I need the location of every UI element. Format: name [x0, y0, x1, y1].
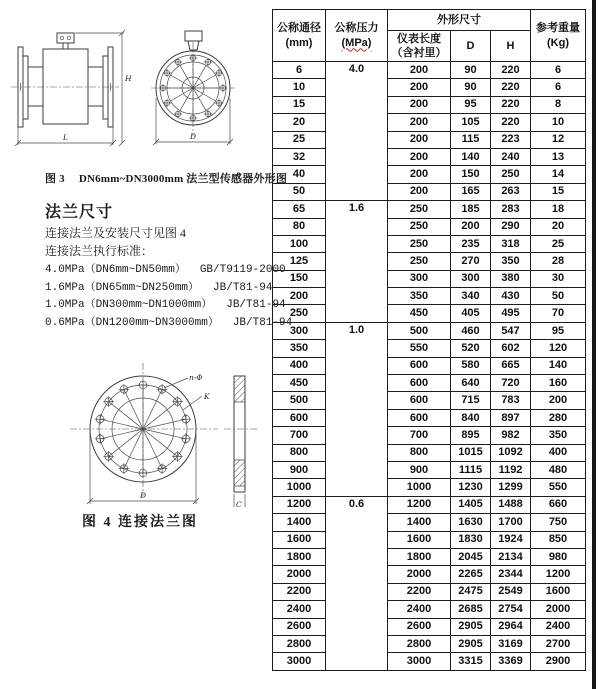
- table-row: [273, 496, 586, 513]
- cell-d: 300: [451, 270, 491, 287]
- cell-h: 1299: [491, 479, 531, 496]
- cell-weight: 50: [531, 288, 586, 305]
- cell-weight: 120: [531, 340, 586, 357]
- cell-h: 2344: [491, 566, 531, 583]
- table-row: [273, 635, 586, 652]
- col-header-length-line2: （含衬里）: [391, 47, 447, 59]
- table-row: [273, 427, 586, 444]
- cell-weight: 95: [531, 322, 586, 339]
- cell-weight: 70: [531, 305, 586, 322]
- table-row: [273, 235, 586, 252]
- cell-meter-length: 2000: [388, 566, 451, 583]
- cell-weight: 6: [531, 62, 586, 79]
- cell-h: 220: [491, 62, 531, 79]
- dim-label-d: D: [140, 491, 147, 500]
- table-row: [273, 566, 586, 583]
- figure3-caption: [45, 170, 287, 186]
- cell-weight: 14: [531, 166, 586, 183]
- cell-h: 1488: [491, 496, 531, 513]
- cell-meter-length: 250: [388, 235, 451, 252]
- figure3-sensor-outline-drawing: [5, 24, 267, 168]
- cell-h: 240: [491, 148, 531, 165]
- cell-h: 220: [491, 79, 531, 96]
- table-row: [273, 148, 586, 165]
- col-header-meter-length: [388, 31, 451, 62]
- cell-h: 318: [491, 235, 531, 252]
- cell-meter-length: 200: [388, 114, 451, 131]
- table-body: [273, 62, 586, 671]
- table-row: [273, 201, 586, 218]
- cell-meter-length: 200: [388, 79, 451, 96]
- cell-nominal-pressure: 1.0: [326, 322, 388, 496]
- cell-h: 2964: [491, 618, 531, 635]
- cell-nominal-diameter: 500: [273, 392, 326, 409]
- cell-meter-length: 1200: [388, 496, 451, 513]
- figure3-front-view: [151, 31, 235, 145]
- col-header-diameter-label: 公称通径: [277, 22, 321, 35]
- cell-weight: 2400: [531, 618, 586, 635]
- table-row: [273, 62, 586, 79]
- cell-nominal-diameter: 50: [273, 183, 326, 200]
- cell-meter-length: 2400: [388, 601, 451, 618]
- cell-weight: 480: [531, 461, 586, 478]
- cell-nominal-diameter: 125: [273, 253, 326, 270]
- cell-nominal-diameter: 25: [273, 131, 326, 148]
- standard-range: 1.0MPa（DN300mm~DN1000mm）: [45, 299, 213, 311]
- col-header-pressure-label: 公称压力: [334, 22, 379, 35]
- cell-h: 1092: [491, 444, 531, 461]
- cell-nominal-diameter: 1600: [273, 531, 326, 548]
- cell-d: 185: [451, 201, 491, 218]
- cell-h: 220: [491, 114, 531, 131]
- cell-d: 1015: [451, 444, 491, 461]
- cell-weight: 1600: [531, 583, 586, 600]
- cell-nominal-diameter: 40: [273, 166, 326, 183]
- cell-d: 640: [451, 375, 491, 392]
- cell-h: 2549: [491, 583, 531, 600]
- cell-h: 982: [491, 427, 531, 444]
- cell-h: 720: [491, 375, 531, 392]
- cell-meter-length: 350: [388, 288, 451, 305]
- cell-weight: 28: [531, 253, 586, 270]
- cell-d: 150: [451, 166, 491, 183]
- cell-meter-length: 200: [388, 166, 451, 183]
- cell-weight: 20: [531, 218, 586, 235]
- figure3-caption-number: 图 3: [45, 173, 65, 185]
- cell-weight: 200: [531, 392, 586, 409]
- standard-code: GB/T9119-2000: [199, 264, 286, 276]
- label-n-phi: n-Φ: [189, 373, 203, 382]
- cell-weight: 10: [531, 114, 586, 131]
- cell-d: 2685: [451, 601, 491, 618]
- standard-range: 4.0MPa（DN6mm~DN50mm）: [45, 264, 186, 276]
- flange-standard-item: [45, 260, 286, 276]
- cell-weight: 550: [531, 479, 586, 496]
- cell-meter-length: 700: [388, 427, 451, 444]
- cell-meter-length: 500: [388, 322, 451, 339]
- table-row: [273, 96, 586, 113]
- cell-h: 1192: [491, 461, 531, 478]
- cell-nominal-diameter: 150: [273, 270, 326, 287]
- cell-meter-length: 200: [388, 148, 451, 165]
- cell-nominal-diameter: 1000: [273, 479, 326, 496]
- cell-meter-length: 200: [388, 62, 451, 79]
- cell-nominal-diameter: 2200: [273, 583, 326, 600]
- dim-label-h: H: [125, 74, 132, 83]
- figure4-connection-flange-drawing: [50, 357, 265, 512]
- table-row: [273, 375, 586, 392]
- junction-box-front: [185, 31, 202, 50]
- cell-nominal-diameter: 100: [273, 235, 326, 252]
- cell-weight: 1200: [531, 566, 586, 583]
- cell-h: 2134: [491, 548, 531, 565]
- cell-weight: 160: [531, 375, 586, 392]
- cell-nominal-diameter: 3000: [273, 653, 326, 670]
- cell-meter-length: 450: [388, 305, 451, 322]
- cell-weight: 2700: [531, 635, 586, 652]
- cell-h: 250: [491, 166, 531, 183]
- cell-d: 95: [451, 96, 491, 113]
- cell-nominal-diameter: 15: [273, 96, 326, 113]
- cell-h: 665: [491, 357, 531, 374]
- cell-nominal-diameter: 300: [273, 322, 326, 339]
- cell-nominal-diameter: 6: [273, 62, 326, 79]
- cell-h: 290: [491, 218, 531, 235]
- table-row: [273, 548, 586, 565]
- cell-d: 1830: [451, 531, 491, 548]
- figure4-side-section: [224, 376, 258, 507]
- page-edge-line: [592, 0, 596, 689]
- cell-d: 405: [451, 305, 491, 322]
- table-row: [273, 114, 586, 131]
- col-header-weight: [531, 10, 586, 62]
- cell-d: 270: [451, 253, 491, 270]
- cell-d: 90: [451, 62, 491, 79]
- cell-weight: 750: [531, 514, 586, 531]
- col-header-length-line1: 仪表长度: [397, 32, 441, 45]
- cell-nominal-diameter: 350: [273, 340, 326, 357]
- flange-standard-item: [45, 278, 272, 294]
- table-row: [273, 131, 586, 148]
- cell-weight: 850: [531, 531, 586, 548]
- cell-nominal-diameter: 400: [273, 357, 326, 374]
- cell-weight: 2900: [531, 653, 586, 670]
- cell-weight: 30: [531, 270, 586, 287]
- cell-meter-length: 1600: [388, 531, 451, 548]
- cell-nominal-diameter: 2000: [273, 566, 326, 583]
- cell-h: 1924: [491, 531, 531, 548]
- dim-label-l: L: [63, 133, 68, 142]
- table-row: [273, 583, 586, 600]
- table-row: [273, 618, 586, 635]
- cell-d: 2265: [451, 566, 491, 583]
- cell-d: 340: [451, 288, 491, 305]
- cell-nominal-diameter: 10: [273, 79, 326, 96]
- bolt-holes-front-view: [159, 54, 227, 122]
- cell-nominal-diameter: 2800: [273, 635, 326, 652]
- cell-nominal-diameter: 2400: [273, 601, 326, 618]
- cell-meter-length: 250: [388, 218, 451, 235]
- cell-nominal-diameter: 900: [273, 461, 326, 478]
- table-row: [273, 305, 586, 322]
- cell-meter-length: 200: [388, 131, 451, 148]
- standard-range: 0.6MPa（DN1200mm~DN3000mm）: [45, 316, 219, 329]
- col-header-weight-unit: (Kg): [547, 36, 569, 49]
- cell-weight: 6: [531, 79, 586, 96]
- cell-meter-length: 2600: [388, 618, 451, 635]
- cell-h: 430: [491, 288, 531, 305]
- cell-d: 90: [451, 79, 491, 96]
- cell-weight: 980: [531, 548, 586, 565]
- cell-d: 840: [451, 409, 491, 426]
- cell-d: 520: [451, 340, 491, 357]
- cell-meter-length: 2200: [388, 583, 451, 600]
- cell-h: 495: [491, 305, 531, 322]
- cell-d: 460: [451, 322, 491, 339]
- cell-meter-length: 200: [388, 183, 451, 200]
- cell-d: 2475: [451, 583, 491, 600]
- cell-nominal-diameter: 2600: [273, 618, 326, 635]
- cell-d: 165: [451, 183, 491, 200]
- cell-weight: 15: [531, 183, 586, 200]
- flange-note-line1: 连接法兰及安装尺寸见图 4: [45, 226, 187, 240]
- junction-box-side: [57, 33, 74, 49]
- table-row: [273, 531, 586, 548]
- cell-d: 2905: [451, 618, 491, 635]
- standard-code: JB/T81-94: [232, 316, 293, 329]
- figure4-caption: 图 4 连接法兰图: [82, 515, 198, 530]
- cell-nominal-pressure: 1.6: [326, 201, 388, 323]
- table-row: [273, 357, 586, 374]
- cell-meter-length: 1000: [388, 479, 451, 496]
- cell-nominal-diameter: 800: [273, 444, 326, 461]
- cell-h: 283: [491, 201, 531, 218]
- cell-h: 3169: [491, 635, 531, 652]
- figure3-caption-text: DN6mm~DN3000mm 法兰型传感器外形图: [78, 173, 288, 185]
- cell-nominal-diameter: 1400: [273, 514, 326, 531]
- cell-h: 350: [491, 253, 531, 270]
- cell-weight: 8: [531, 96, 586, 113]
- cell-d: 580: [451, 357, 491, 374]
- cell-nominal-diameter: 1800: [273, 548, 326, 565]
- col-header-diameter: [273, 10, 326, 62]
- cell-d: 715: [451, 392, 491, 409]
- cell-weight: 2000: [531, 601, 586, 618]
- cell-d: 2045: [451, 548, 491, 565]
- cell-d: 140: [451, 148, 491, 165]
- cell-weight: 400: [531, 444, 586, 461]
- cell-d: 3315: [451, 653, 491, 670]
- cell-h: 783: [491, 392, 531, 409]
- cell-d: 200: [451, 218, 491, 235]
- label-k: K: [204, 392, 210, 401]
- col-header-pressure: [326, 10, 388, 62]
- cell-weight: 660: [531, 496, 586, 513]
- cell-nominal-diameter: 1200: [273, 496, 326, 513]
- table-row: [273, 653, 586, 670]
- cell-meter-length: 800: [388, 444, 451, 461]
- cell-nominal-diameter: 600: [273, 409, 326, 426]
- flange-note-line2: 连接法兰执行标准：: [45, 244, 154, 258]
- cell-weight: 350: [531, 427, 586, 444]
- standard-range: 1.6MPa（DN65mm~DN250mm）: [45, 281, 200, 294]
- figure3-side-view: [11, 30, 125, 146]
- cell-d: 1230: [451, 479, 491, 496]
- standard-code: JB/T81-94: [226, 299, 286, 311]
- table-row: [273, 270, 586, 287]
- col-header-outline-dims: 外形尺寸: [388, 10, 531, 31]
- cell-meter-length: 250: [388, 201, 451, 218]
- table-row: [273, 461, 586, 478]
- table-row: [273, 392, 586, 409]
- cell-d: 2905: [451, 635, 491, 652]
- flange-size-heading: 法兰尺寸: [45, 204, 114, 221]
- table-row: [273, 79, 586, 96]
- cell-nominal-pressure: 0.6: [326, 496, 388, 670]
- cell-nominal-diameter: 700: [273, 427, 326, 444]
- cell-weight: 13: [531, 148, 586, 165]
- table-row: [273, 479, 586, 496]
- cell-d: 115: [451, 131, 491, 148]
- table-row: [273, 340, 586, 357]
- cell-d: 235: [451, 235, 491, 252]
- table-row: [273, 601, 586, 618]
- cell-nominal-diameter: 20: [273, 114, 326, 131]
- cell-weight: 18: [531, 201, 586, 218]
- cell-d: 105: [451, 114, 491, 131]
- cell-h: 380: [491, 270, 531, 287]
- col-header-h: H: [491, 31, 531, 62]
- cell-d: 1405: [451, 496, 491, 513]
- cell-h: 2754: [491, 601, 531, 618]
- cell-meter-length: 250: [388, 253, 451, 270]
- table-row: [273, 288, 586, 305]
- cell-d: 1115: [451, 461, 491, 478]
- standard-code: JB/T81-94: [213, 281, 273, 294]
- cell-meter-length: 3000: [388, 653, 451, 670]
- cell-nominal-pressure: 4.0: [326, 62, 388, 201]
- cell-h: 547: [491, 322, 531, 339]
- cell-meter-length: 550: [388, 340, 451, 357]
- flange-standard-item: [45, 295, 286, 311]
- cell-meter-length: 600: [388, 409, 451, 426]
- cell-meter-length: 900: [388, 461, 451, 478]
- cell-weight: 25: [531, 235, 586, 252]
- cell-meter-length: 600: [388, 392, 451, 409]
- cell-meter-length: 200: [388, 96, 451, 113]
- cell-h: 602: [491, 340, 531, 357]
- col-header-weight-label: 参考重量: [536, 22, 580, 35]
- table-row: [273, 253, 586, 270]
- cell-nominal-diameter: 65: [273, 201, 326, 218]
- cell-meter-length: 600: [388, 375, 451, 392]
- table-row: [273, 218, 586, 235]
- table-row: [273, 322, 586, 339]
- cell-nominal-diameter: 32: [273, 148, 326, 165]
- table-row: [273, 166, 586, 183]
- col-header-d: D: [451, 31, 491, 62]
- cell-d: 895: [451, 427, 491, 444]
- cell-weight: 12: [531, 131, 586, 148]
- cell-weight: 140: [531, 357, 586, 374]
- table-row: [273, 514, 586, 531]
- cell-meter-length: 2800: [388, 635, 451, 652]
- cell-nominal-diameter: 250: [273, 305, 326, 322]
- cell-h: 220: [491, 96, 531, 113]
- cell-nominal-diameter: 200: [273, 288, 326, 305]
- flange-standard-item: [45, 313, 292, 329]
- cell-meter-length: 300: [388, 270, 451, 287]
- cell-h: 3369: [491, 653, 531, 670]
- cell-meter-length: 1800: [388, 548, 451, 565]
- cell-h: 897: [491, 409, 531, 426]
- dim-label-d-front: D: [190, 132, 197, 141]
- table-row: [273, 183, 586, 200]
- table-row: [273, 409, 586, 426]
- cell-d: 1630: [451, 514, 491, 531]
- dimensions-table: [272, 9, 586, 671]
- dim-label-c: C: [236, 500, 242, 509]
- col-header-pressure-unit: (MPa): [341, 36, 372, 49]
- cell-meter-length: 1400: [388, 514, 451, 531]
- cell-h: 223: [491, 131, 531, 148]
- cell-h: 1700: [491, 514, 531, 531]
- cell-weight: 280: [531, 409, 586, 426]
- col-header-diameter-unit: (mm): [285, 36, 313, 49]
- cell-nominal-diameter: 450: [273, 375, 326, 392]
- cell-nominal-diameter: 80: [273, 218, 326, 235]
- cell-h: 263: [491, 183, 531, 200]
- cell-meter-length: 600: [388, 357, 451, 374]
- table-row: [273, 444, 586, 461]
